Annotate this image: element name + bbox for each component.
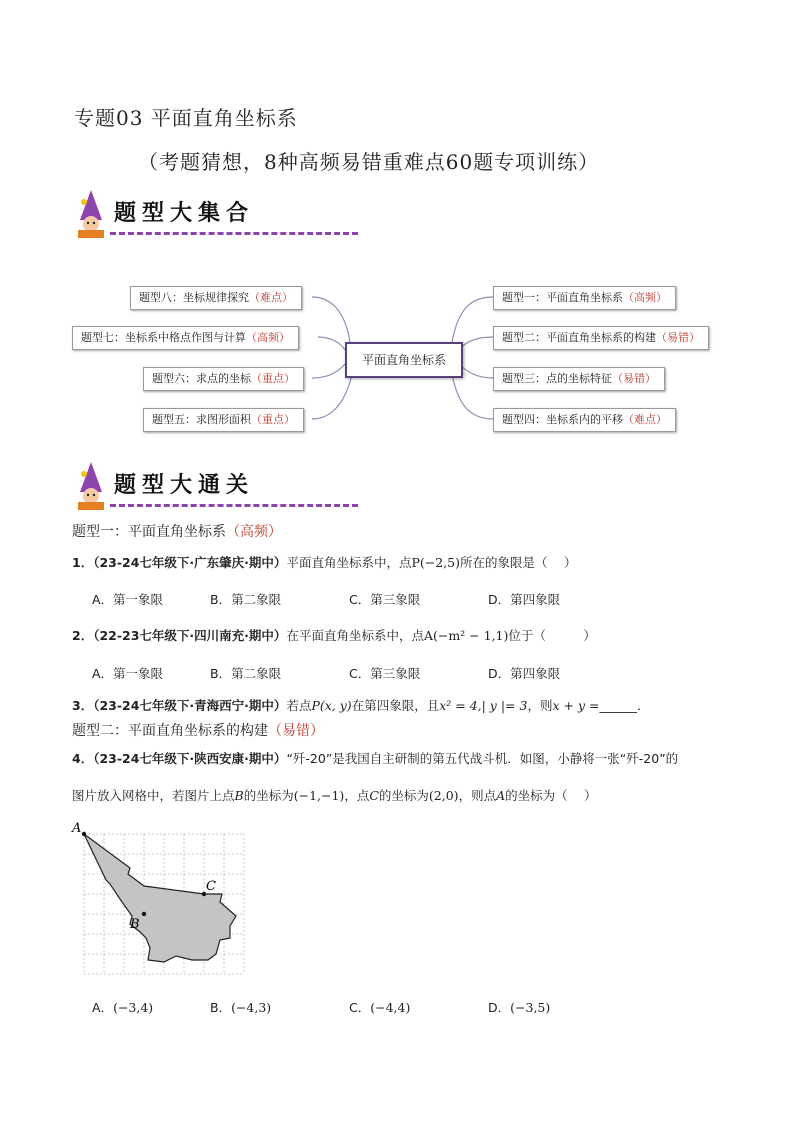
q4-option-d[interactable]: D．(−3,5) [488,1000,551,1015]
q4-option-b[interactable]: B．(−4,3) [210,1000,272,1015]
mindmap-node-type2: 题型二：平面直角坐标系的构建（易错） [493,326,709,350]
banner-divider [110,232,358,235]
label-a: A [72,821,82,836]
mindmap-node-type8: 题型八：坐标规律探究（难点） [130,286,302,310]
banner-practice [70,460,370,516]
mindmap-node-type1: 题型一：平面直角坐标系（高频） [493,286,676,310]
point-a [82,832,86,836]
q2-option-d[interactable]: D．第四象限 [488,666,561,681]
mindmap-node-type3: 题型三：点的坐标特征（易错） [493,367,665,391]
mindmap-node-type4: 题型四：坐标系内的平移（难点） [493,408,676,432]
q3-answer-blank[interactable]: ______． [599,698,650,713]
q1-option-c[interactable]: C．第三象限 [349,592,421,607]
q4-option-c[interactable]: C．(−4,4) [349,1000,411,1015]
jet-grid-figure [70,820,250,980]
jet-silhouette [84,834,236,962]
question-3: 3．（23-24七年级下·青海西宁·期中）若点P(x, y)在第四象限，且x² = 4,| y |= 3，则x + y =______． [72,698,650,713]
section-heading-1: 题型一：平面直角坐标系（高频） [72,524,282,540]
page-subtitle: （考题猜想，8种高频易错重难点60题专项训练） [138,150,600,174]
banner-divider [110,504,358,507]
page-title: 专题03 平面直角坐标系 [74,106,298,130]
label-c: C [206,879,216,894]
q1-option-d[interactable]: D．第四象限 [488,592,561,607]
banner-collection-text: 题型大集合 [114,200,255,226]
label-b: B [130,917,140,932]
wizard-icon [70,188,112,238]
q1-option-a[interactable]: A．第一象限 [92,592,164,607]
section-heading-2: 题型二：平面直角坐标系的构建（易错） [72,723,324,739]
q4-option-a[interactable]: A．(−3,4) [92,1000,154,1015]
mindmap-center: 平面直角坐标系 [345,342,463,378]
question-1: 1．（23-24七年级下·广东肇庆·期中）平面直角坐标系中，点P(−2,5)所在的象限是（ ） [72,555,577,570]
question-2: 2．（22-23七年级下·四川南充·期中）在平面直角坐标系中，点A(−m² − 1,1)位于（ ） [72,628,596,643]
q1-option-b[interactable]: B．第二象限 [210,592,282,607]
question-4-line2: 图片放入网格中，若图片上点B的坐标为(−1,−1)，点C的坐标为(2,0)，则点A的坐标为（ ） [72,788,597,803]
wizard-icon [70,460,112,510]
mindmap-node-type6: 题型六：求点的坐标（重点） [143,367,304,391]
q2-option-b[interactable]: B．第二象限 [210,666,282,681]
q2-option-c[interactable]: C．第三象限 [349,666,421,681]
mindmap-node-type5: 题型五：求图形面积（重点） [143,408,304,432]
question-4: 4．（23-24七年级下·陕西安康·期中）“歼-20”是我国自主研制的第五代战斗机．如图，小静将一张“歼-20”的 [72,751,679,766]
banner-practice-text: 题型大通关 [114,472,255,498]
mindmap-node-type7: 题型七：坐标系中格点作图与计算（高频） [72,326,299,350]
point-b [142,912,146,916]
banner-collection [70,188,370,244]
q2-option-a[interactable]: A．第一象限 [92,666,164,681]
